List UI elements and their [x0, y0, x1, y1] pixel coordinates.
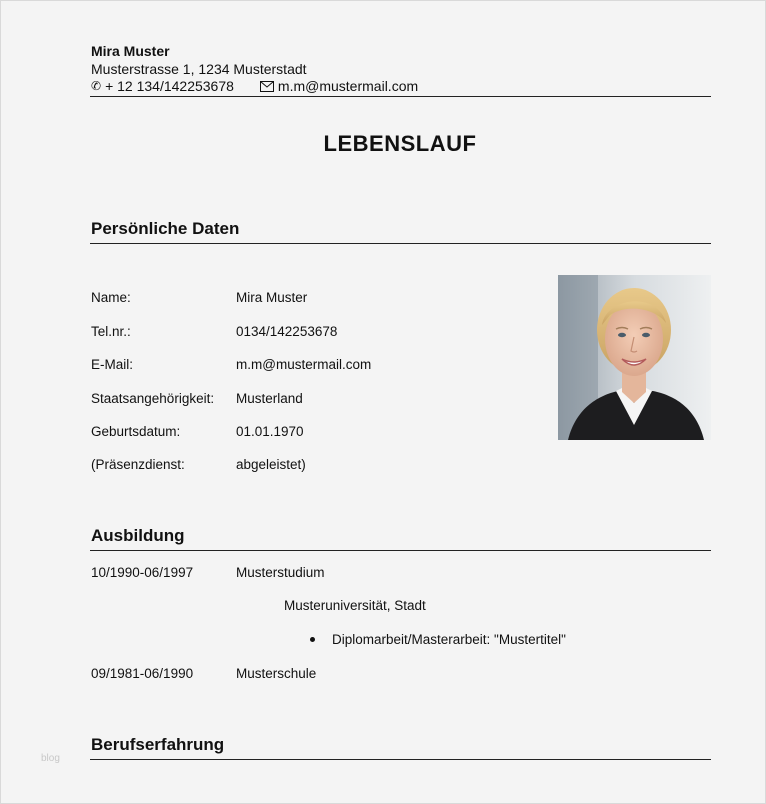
document-title: LEBENSLAUF — [323, 131, 477, 156]
personal-label: Geburtsdatum: — [91, 424, 181, 439]
envelope-icon — [260, 81, 274, 92]
personal-label: E-Mail: — [91, 357, 134, 372]
education-name: Musterstudium — [236, 565, 325, 580]
personal-label: Name: — [91, 290, 131, 305]
education-name: Musterschule — [236, 666, 317, 681]
personal-value: 01.01.1970 — [236, 424, 304, 439]
education-bullet-item — [310, 632, 566, 647]
education-bullet-text: Diplomarbeit/Masterarbeit: "Mustertitel" — [332, 632, 566, 647]
phone-icon: ✆ — [91, 79, 102, 93]
header-name: Mira Muster — [91, 43, 170, 59]
header-address: Musterstrasse 1, 1234 Musterstadt — [91, 61, 307, 77]
personal-label: Tel.nr.: — [91, 324, 131, 339]
personal-value: 0134/142253678 — [236, 324, 338, 339]
personal-value: Mira Muster — [236, 290, 308, 305]
section-divider-personal — [90, 243, 711, 244]
section-title-personal: Persönliche Daten — [91, 219, 240, 238]
personal-value: Musterland — [236, 391, 303, 406]
education-institution: Musteruniversität, Stadt — [284, 598, 426, 613]
personal-label: (Präsenzdienst: — [91, 457, 185, 472]
personal-value: m.m@mustermail.com — [236, 357, 372, 372]
header-email: m.m@mustermail.com — [277, 78, 419, 94]
profile-photo — [558, 275, 711, 440]
section-title-education: Ausbildung — [91, 526, 185, 545]
personal-label: Staatsangehörigkeit: — [91, 391, 215, 406]
section-divider-experience — [90, 759, 711, 760]
header-mail-block — [260, 78, 418, 94]
education-period: 10/1990-06/1997 — [91, 565, 194, 580]
header-contact — [91, 78, 418, 94]
bullet-icon — [310, 637, 315, 642]
header-divider — [90, 96, 711, 97]
section-title-experience: Berufserfahrung — [91, 735, 225, 754]
education-period: 09/1981-06/1990 — [91, 666, 194, 681]
header-phone: + 12 134/142253678 — [105, 78, 234, 94]
watermark: blog — [41, 753, 60, 764]
personal-value: abgeleistet) — [236, 457, 306, 472]
section-divider-education — [90, 550, 711, 551]
